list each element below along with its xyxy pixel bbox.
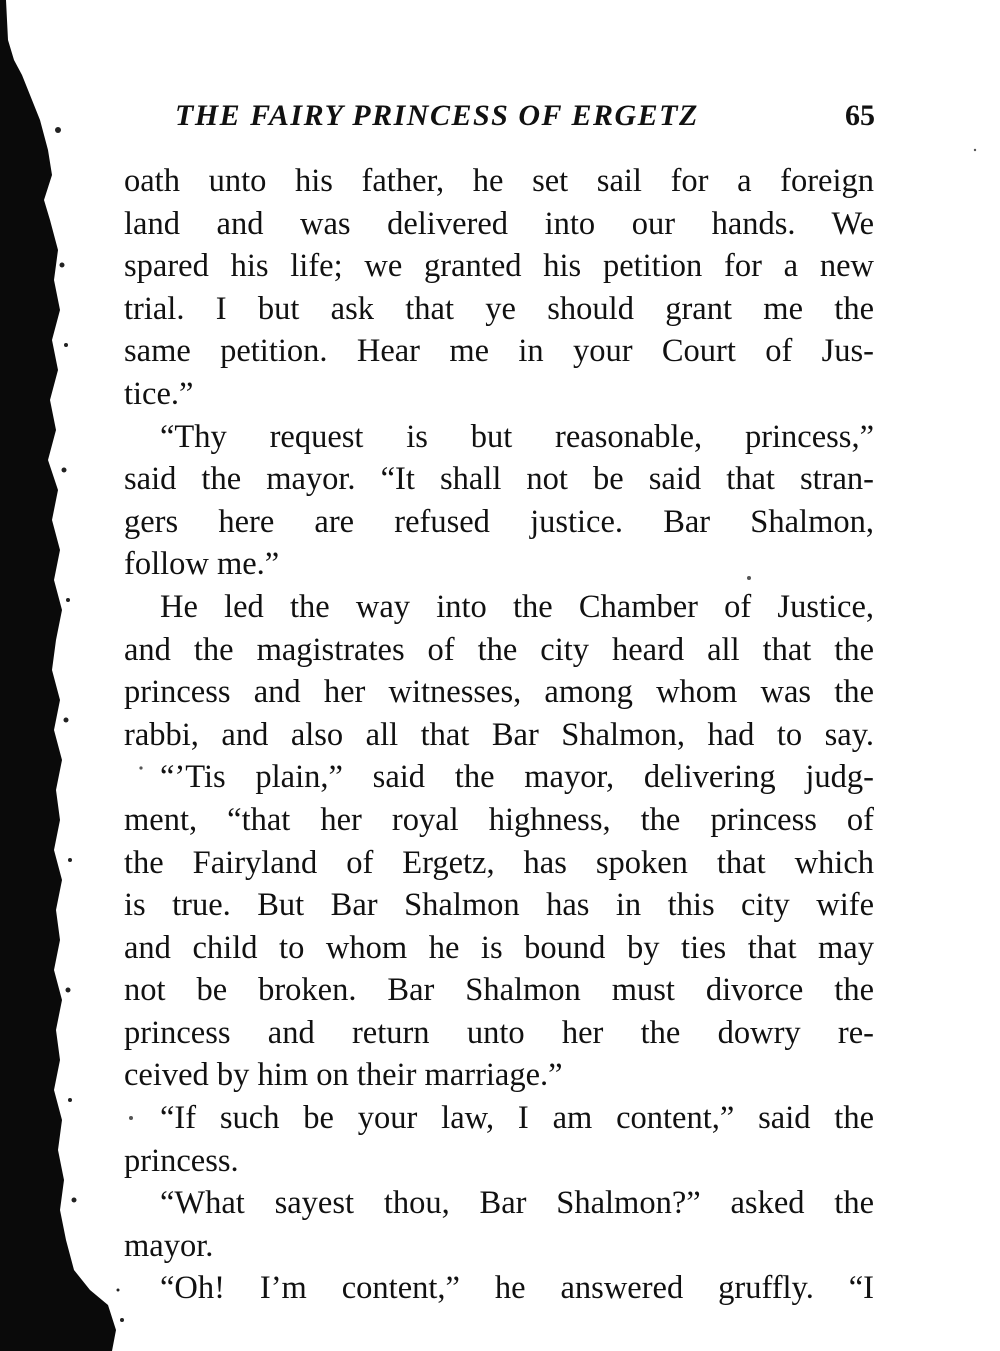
text-line: mayor. bbox=[124, 1227, 214, 1264]
text-line: He led the way into the Chamber of Justice, bbox=[160, 588, 874, 625]
text-line: “Thy request is but reasonable, princess,” bbox=[160, 418, 874, 455]
text-line: the Fairyland of Ergetz, has spoken that which bbox=[124, 844, 874, 881]
text-line: land and was delivered into our hands. We bbox=[124, 205, 874, 242]
text-line: is true. But Bar Shalmon has in this city wife bbox=[124, 887, 874, 924]
text-line: and child to whom he is bound by ties that may bbox=[124, 929, 874, 966]
text-line: princess and return unto her the dowry re- bbox=[124, 1014, 874, 1051]
text-line: and the magistrates of the city heard all that the bbox=[124, 631, 874, 668]
text-line: “Oh! I’m content,” he answered gruffly. “I bbox=[160, 1270, 874, 1307]
text-line: not be broken. Bar Shalmon must divorce the bbox=[124, 972, 874, 1009]
page-number: 65 bbox=[845, 99, 875, 132]
text-line: trial. I but ask that ye should grant me the bbox=[124, 290, 874, 327]
text-line: tice.” bbox=[124, 375, 194, 412]
text-line: princess. bbox=[124, 1142, 239, 1179]
text-line: “If such be your law, I am content,” said the bbox=[160, 1100, 874, 1137]
text-line: gers here are refused justice. Bar Shalmon, bbox=[124, 503, 874, 540]
text-line: spared his life; we granted his petition for a new bbox=[124, 248, 874, 285]
text-line: oath unto his father, he set sail for a foreign bbox=[124, 163, 874, 199]
text-line: princess and her witnesses, among whom was the bbox=[124, 674, 874, 711]
body-text bbox=[124, 160, 874, 1310]
running-title: THE FAIRY PRINCESS OF ERGETZ bbox=[175, 99, 699, 132]
text-line: “’Tis plain,” said the mayor, delivering judg- bbox=[160, 759, 874, 796]
text-line: ceived by him on their marriage.” bbox=[124, 1057, 563, 1094]
running-header bbox=[175, 94, 875, 138]
text-line: follow me.” bbox=[124, 546, 280, 583]
text-line: “What sayest thou, Bar Shalmon?” asked the bbox=[160, 1185, 874, 1222]
text-line: said the mayor. “It shall not be said that stran- bbox=[124, 461, 874, 498]
text-line: rabbi, and also all that Bar Shalmon, had to say. bbox=[124, 716, 874, 753]
text-line: same petition. Hear me in your Court of Jus- bbox=[124, 333, 874, 370]
text-line: ment, “that her royal highness, the princess of bbox=[124, 801, 874, 838]
